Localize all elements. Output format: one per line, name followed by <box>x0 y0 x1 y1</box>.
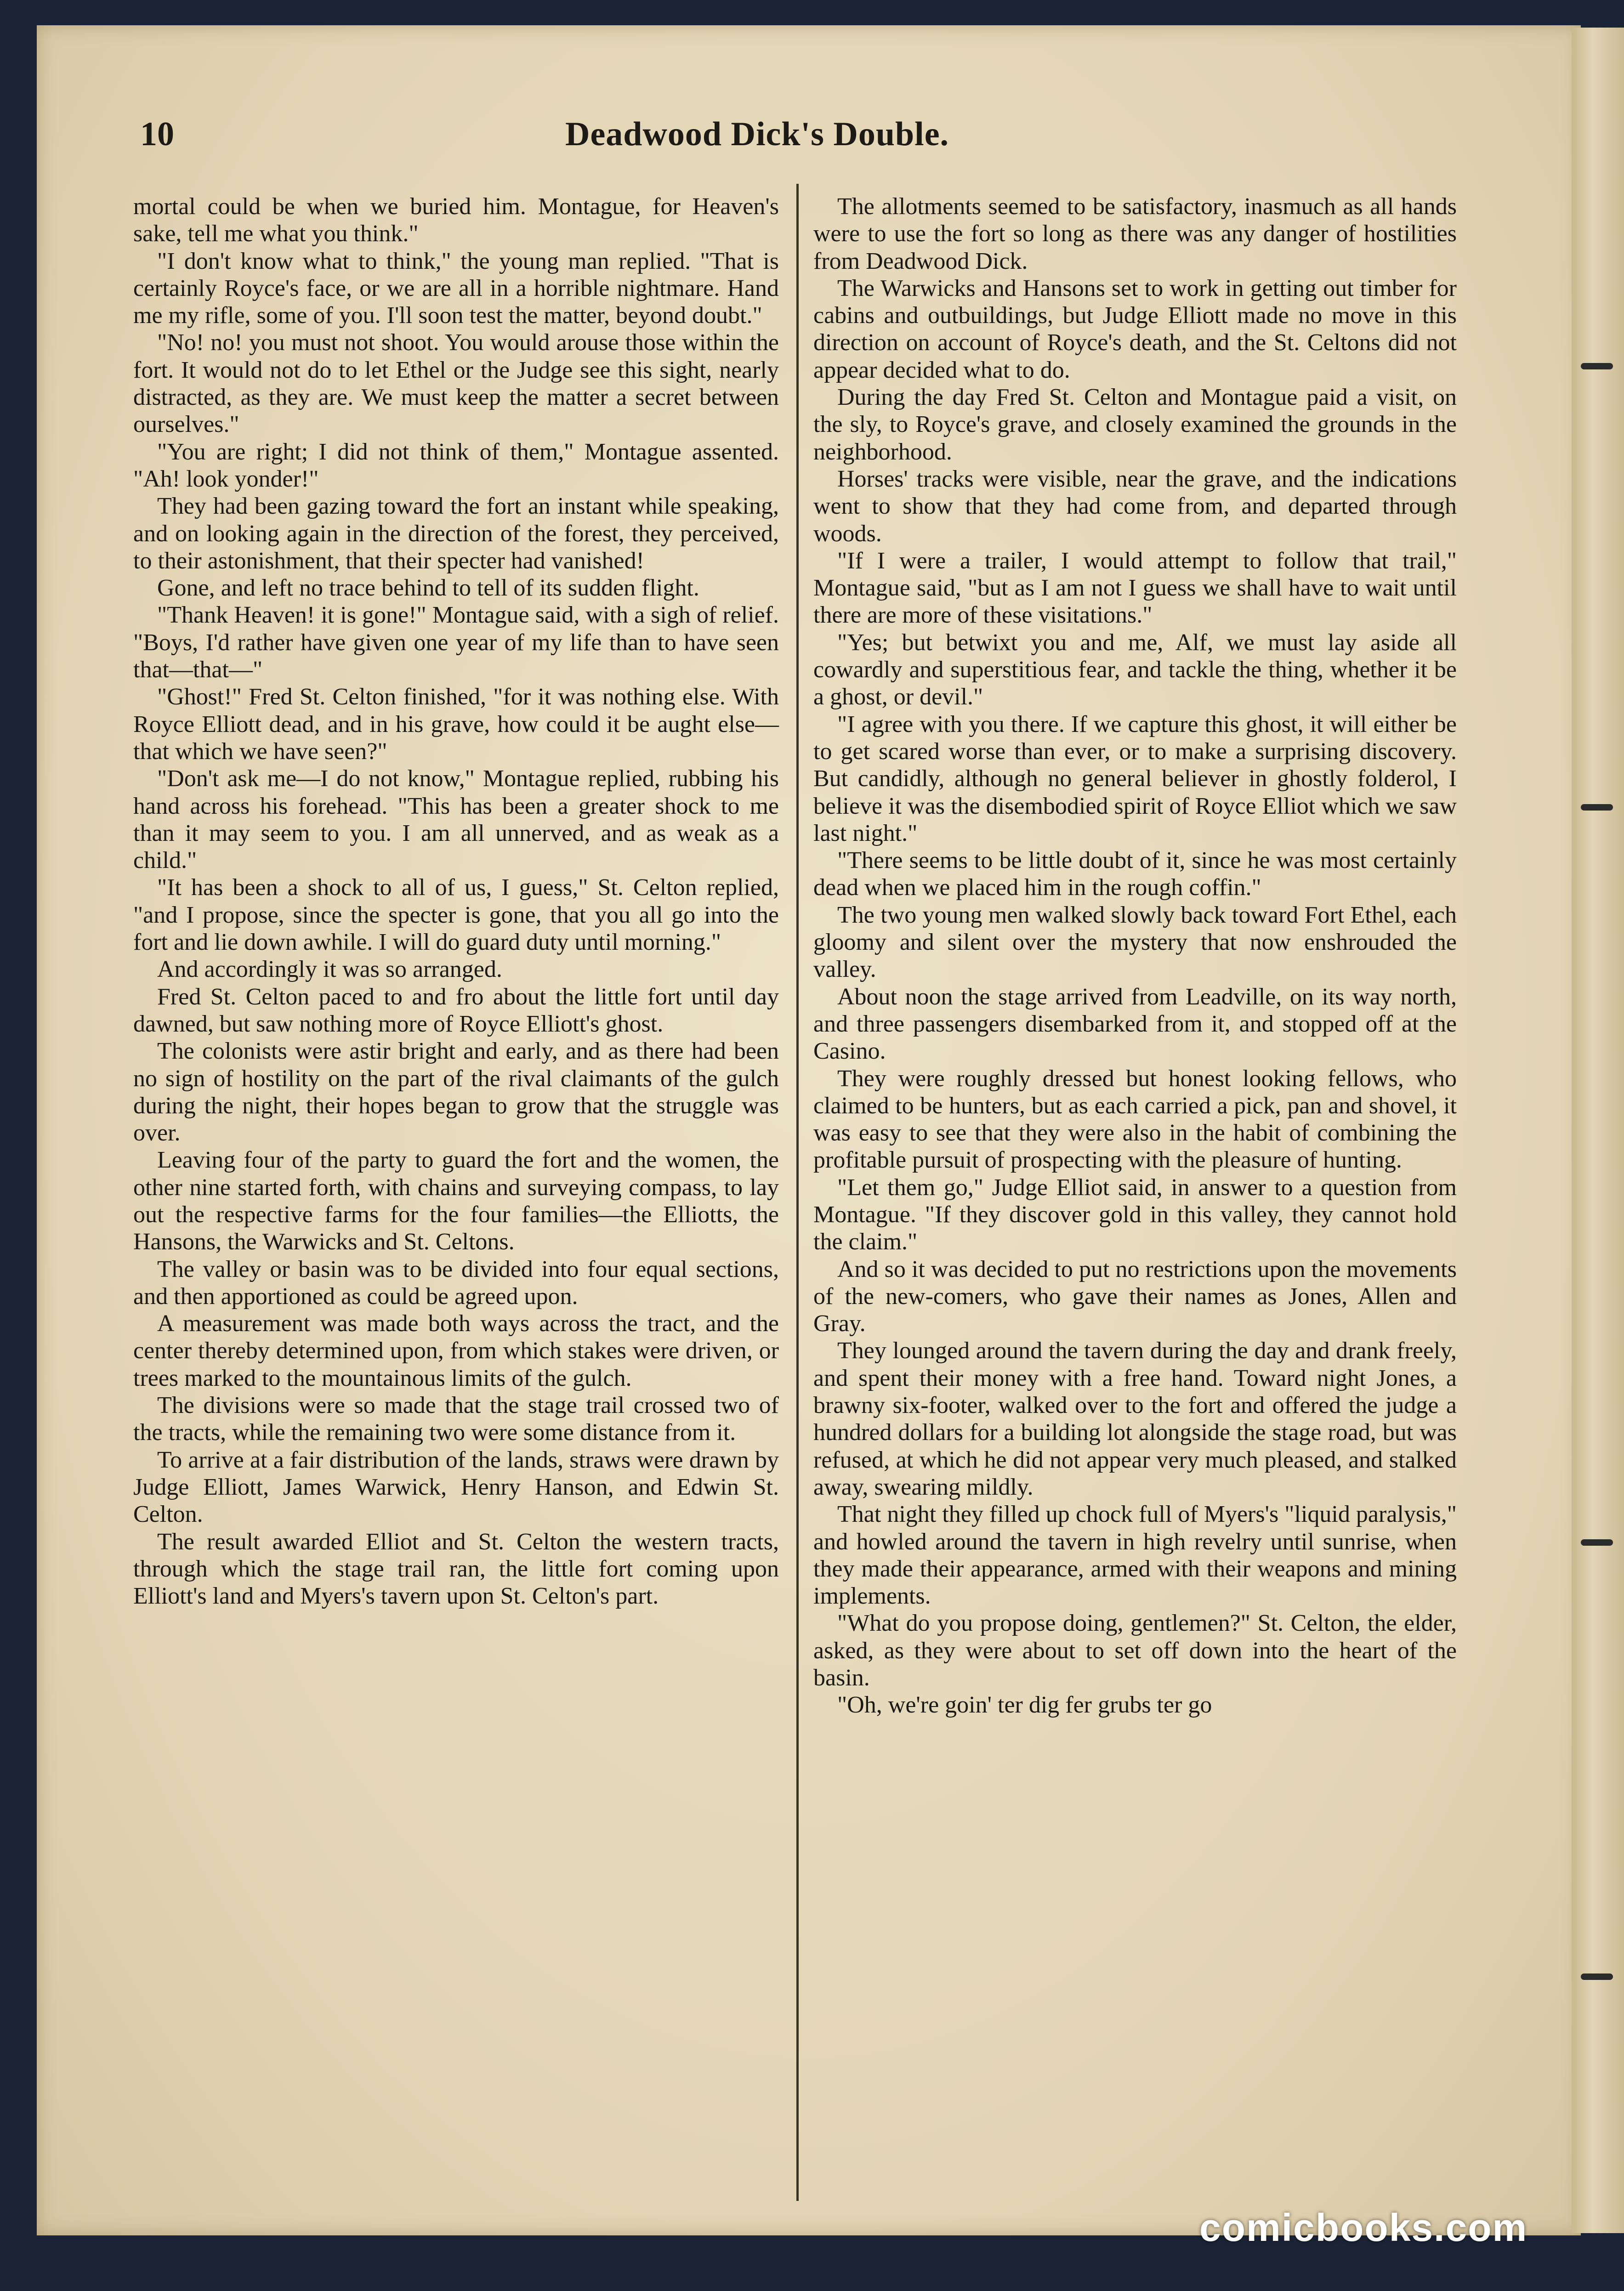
binding-staple <box>1581 1973 1613 1980</box>
paragraph: They were roughly dressed but honest looking fellows, who claimed to be hunters, but as each carried a pick, pan and shovel, it was easy to see that they were also in the habit of combining the profitable pursuit of prospecting with the pleasure of hunting. <box>813 1065 1457 1174</box>
paragraph: "Let them go," Judge Elliot said, in answer to a question from Montague. "If they discover gold in this valley, they cannot hold the claim." <box>813 1174 1457 1255</box>
binding-staple <box>1581 363 1613 369</box>
paragraph: They lounged around the tavern during the day and drank freely, and spent their money with a free hand. Toward night Jones, a brawny six-footer, walked over to the fort and offered the judge a hundred dollars for a building lot alongside the stage road, but was refused, at which he did not appear very much pleased, and stalked away, swearing mildly. <box>813 1338 1457 1500</box>
paragraph: "Yes; but betwixt you and me, Alf, we must lay aside all cowardly and superstitious fear, and tackle the thing, whether it be a ghost, or devil." <box>813 629 1457 710</box>
paragraph: And accordingly it was so arranged. <box>157 956 502 983</box>
paragraph: The allotments seemed to be satisfactory, inasmuch as all hands were to use the fort so long as there was any danger of hostilities from Deadwood Dick. <box>813 193 1457 274</box>
paragraph: mortal could be when we buried him. Montague, for Heaven's sake, tell me what you think." <box>133 193 779 247</box>
paragraph: "If I were a trailer, I would attempt to follow that trail," Montague said, "but as I am not I guess we shall have to wait until there are more of these visitations." <box>813 547 1457 629</box>
paragraph: "I agree with you there. If we capture this ghost, it will either be to get scared worse than ever, or to make a surprising discovery. But candidly, although no general believer in ghostly folderol, I believe it was the disembodied spirit of Royce Elliot which we saw last night." <box>813 711 1457 846</box>
paragraph: About noon the stage arrived from Leadville, on its way north, and three passengers disembarked from it, and stopped off at the Casino. <box>813 983 1457 1065</box>
page-number: 10 <box>140 115 174 153</box>
paragraph: "It has been a shock to all of us, I guess," St. Celton replied, "and I propose, since the specter is gone, that you all go into the fort and lie down awhile. I will do guard duty until morning." <box>133 874 779 956</box>
running-title: Deadwood Dick's Double. <box>565 115 949 153</box>
paragraph: A measurement was made both ways across the tract, and the center thereby determined upon, from which stakes were driven, or trees marked to the mountainous limits of the gulch. <box>133 1310 779 1391</box>
paragraph: The valley or basin was to be divided into four equal sections, and then apportioned as could be agreed upon. <box>133 1256 779 1310</box>
page-spine <box>1572 28 1624 2233</box>
paragraph: That night they filled up chock full of Myers's "liquid paralysis," and howled around the tavern in high revelry until sunrise, when they made their appearance, armed with their weapons and mining implements. <box>813 1501 1457 1610</box>
paragraph: Leaving four of the party to guard the fort and the women, the other nine started forth, with chains and surveying compass, to lay out the respective farms for the four families—the Elliotts, the Hansons, the Warwicks and St. Celtons. <box>133 1147 779 1255</box>
paragraph: They had been gazing toward the fort an instant while speaking, and on looking again in the direction of the forest, they perceived, to their astonishment, that their specter had vanished! <box>133 493 779 574</box>
column-divider <box>796 184 799 2201</box>
paragraph: "I don't know what to think," the young man replied. "That is certainly Royce's face, or we are all in a horrible nightmare. Hand me my rifle, some of you. I'll soon test the matter, beyond doubt." <box>133 248 779 329</box>
paragraph: "No! no! you must not shoot. You would arouse those within the fort. It would not do to let Ethel or the Judge see this sight, nearly distracted, as they are. We must keep the matter a secret between ourselves." <box>133 329 779 438</box>
paragraph: Gone, and left no trace behind to tell of its sudden flight. <box>157 575 699 601</box>
paragraph: The Warwicks and Hansons set to work in getting out timber for cabins and outbuildings, but Judge Elliott made no move in this direction on account of Royce's death, and the St. Celtons did not appear decided what to do. <box>813 275 1457 383</box>
watermark-logo: comicbooks.com <box>1199 2206 1528 2249</box>
paragraph: And so it was decided to put no restrictions upon the movements of the new-comers, who gave their names as Jones, Allen and Gray. <box>813 1256 1457 1337</box>
paragraph: "You are right; I did not think of them," Montague assented. "Ah! look yonder!" <box>133 438 779 492</box>
paragraph: The result awarded Elliot and St. Celton the western tracts, through which the stage trail ran, the little fort coming upon Elliott's land and Myers's tavern upon St. Celton's part. <box>133 1528 779 1610</box>
paragraph: "Thank Heaven! it is gone!" Montague said, with a sigh of relief. "Boys, I'd rather have given one year of my life than to have seen that—that—" <box>133 602 779 683</box>
paragraph: "Ghost!" Fred St. Celton finished, "for it was nothing else. With Royce Elliott dead, and in his grave, how could it be aught else—that which we have seen?" <box>133 684 779 765</box>
paragraph: "There seems to be little doubt of it, since he was most certainly dead when we placed him in the rough coffin." <box>813 847 1457 901</box>
paragraph: The divisions were so made that the stage trail crossed two of the tracts, while the remaining two were some distance from it. <box>133 1392 779 1446</box>
paragraph: "What do you propose doing, gentlemen?" St. Celton, the elder, asked, as they were about to set off down into the heart of the basin. <box>813 1610 1457 1691</box>
paragraph: The two young men walked slowly back toward Fort Ethel, each gloomy and silent over the mystery that now enshrouded the valley. <box>813 902 1457 983</box>
paragraph: "Don't ask me—I do not know," Montague replied, rubbing his hand across his forehead. "This has been a greater shock to me than it may seem to you. I am all unnerved, and as weak as a child." <box>133 766 779 874</box>
paragraph: To arrive at a fair distribution of the lands, straws were drawn by Judge Elliott, James Warwick, Henry Hanson, and Edwin St. Celton. <box>133 1446 779 1528</box>
right-text-column <box>813 193 1457 1719</box>
paragraph: Horses' tracks were visible, near the grave, and the indications went to show that they had come from, and departed through woods. <box>813 465 1457 547</box>
paragraph: During the day Fred St. Celton and Montague paid a visit, on the sly, to Royce's grave, and closely examined the grounds in the neighborhood. <box>813 384 1457 465</box>
binding-staple <box>1581 1539 1613 1546</box>
paragraph: The colonists were astir bright and early, and as there had been no sign of hostility on the part of the rival claimants of the gulch during the night, their hopes began to grow that the struggle was over. <box>133 1038 779 1146</box>
left-text-column <box>133 193 779 1610</box>
paragraph: Fred St. Celton paced to and fro about the little fort until day dawned, but saw nothing more of Royce Elliott's ghost. <box>133 983 779 1037</box>
paragraph: "Oh, we're goin' ter dig fer grubs ter go <box>837 1692 1212 1718</box>
binding-staple <box>1581 804 1613 811</box>
